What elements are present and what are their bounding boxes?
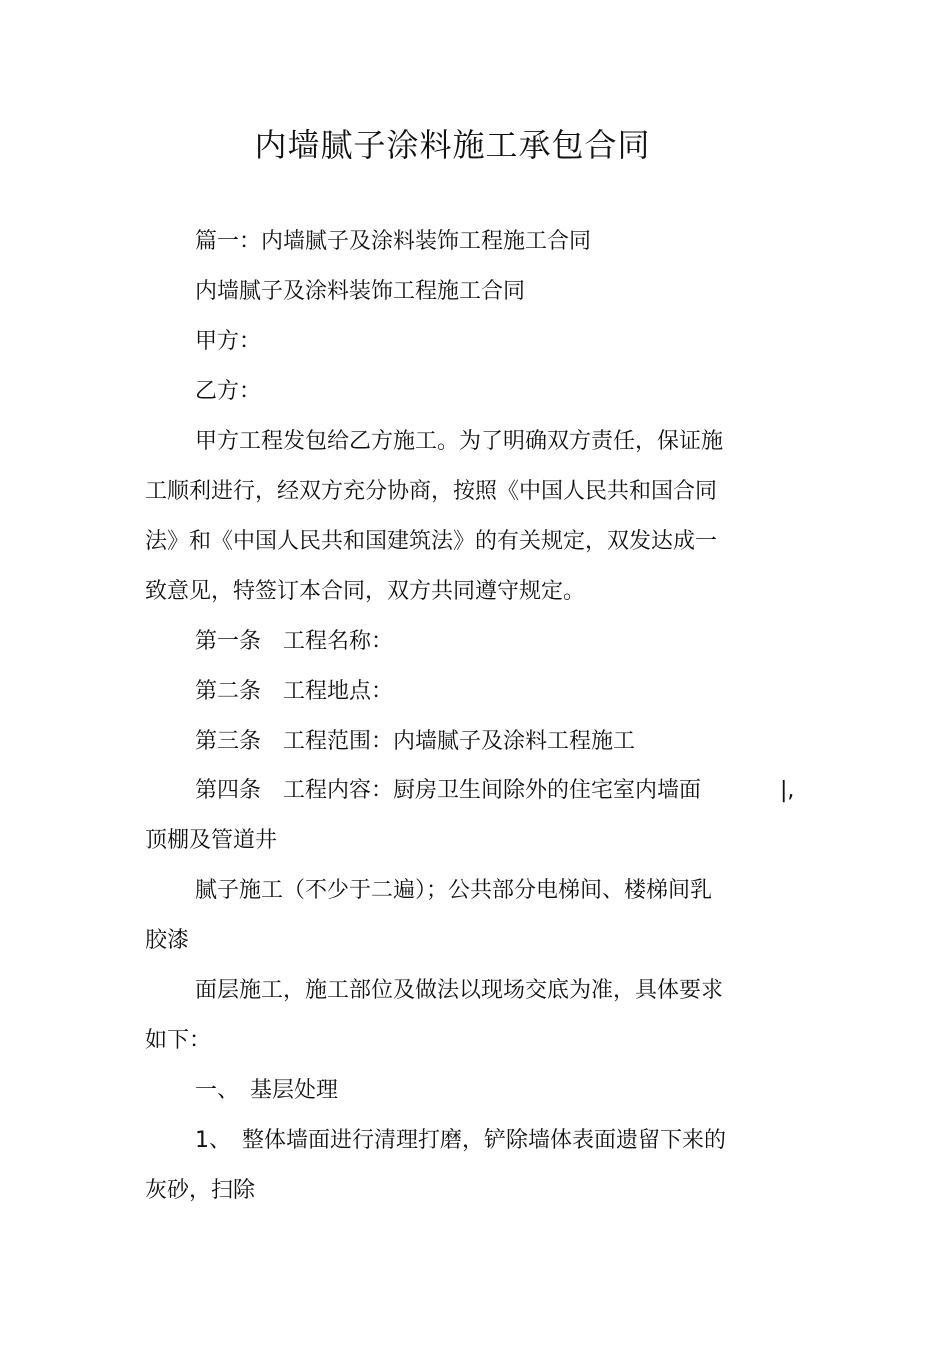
section-heading: 篇一：内墙腻子及涂料装饰工程施工合同	[195, 229, 592, 254]
stray-mark: |,	[780, 778, 795, 803]
party-a-label: 甲方：	[195, 329, 262, 354]
article-2: 第二条 工程地点：	[195, 679, 394, 704]
body-line: 面层施工，施工部位及做法以现场交底为准，具体要求	[195, 978, 724, 1003]
body-line: 胶漆	[145, 928, 190, 953]
body-line: 腻子施工（不少于二遍）；公共部分电梯间、楼梯间乳	[195, 878, 713, 903]
document-title: 内墙腻子涂料施工承包合同	[254, 126, 651, 164]
list-item-cont: 灰砂，扫除	[145, 1178, 256, 1203]
list-item: 1、 整体墙面进行清理打磨，铲除墙体表面遗留下来的	[195, 1128, 726, 1153]
article-4: 第四条 工程内容：厨房卫生间除外的住宅室内墙面	[195, 778, 702, 803]
contract-name: 内墙腻子及涂料装饰工程施工合同	[195, 279, 526, 304]
preamble-line: 工顺利进行，经双方充分协商，按照《中国人民共和国合同	[145, 479, 718, 504]
article-3: 第三条 工程范围：内墙腻子及涂料工程施工	[195, 729, 636, 754]
subsection-heading: 一、 基层处理	[195, 1078, 339, 1103]
body-line: 如下：	[145, 1028, 212, 1053]
article-1: 第一条 工程名称：	[195, 629, 394, 654]
article-4-cont: 顶棚及管道井	[145, 828, 278, 853]
party-b-label: 乙方：	[195, 379, 262, 404]
preamble-line: 致意见，特签订本合同，双方共同遵守规定。	[145, 579, 586, 604]
preamble-line: 法》和《中国人民共和国建筑法》的有关规定，双发达成一	[145, 529, 718, 554]
preamble-line: 甲方工程发包给乙方施工。为了明确双方责任，保证施	[195, 429, 724, 454]
